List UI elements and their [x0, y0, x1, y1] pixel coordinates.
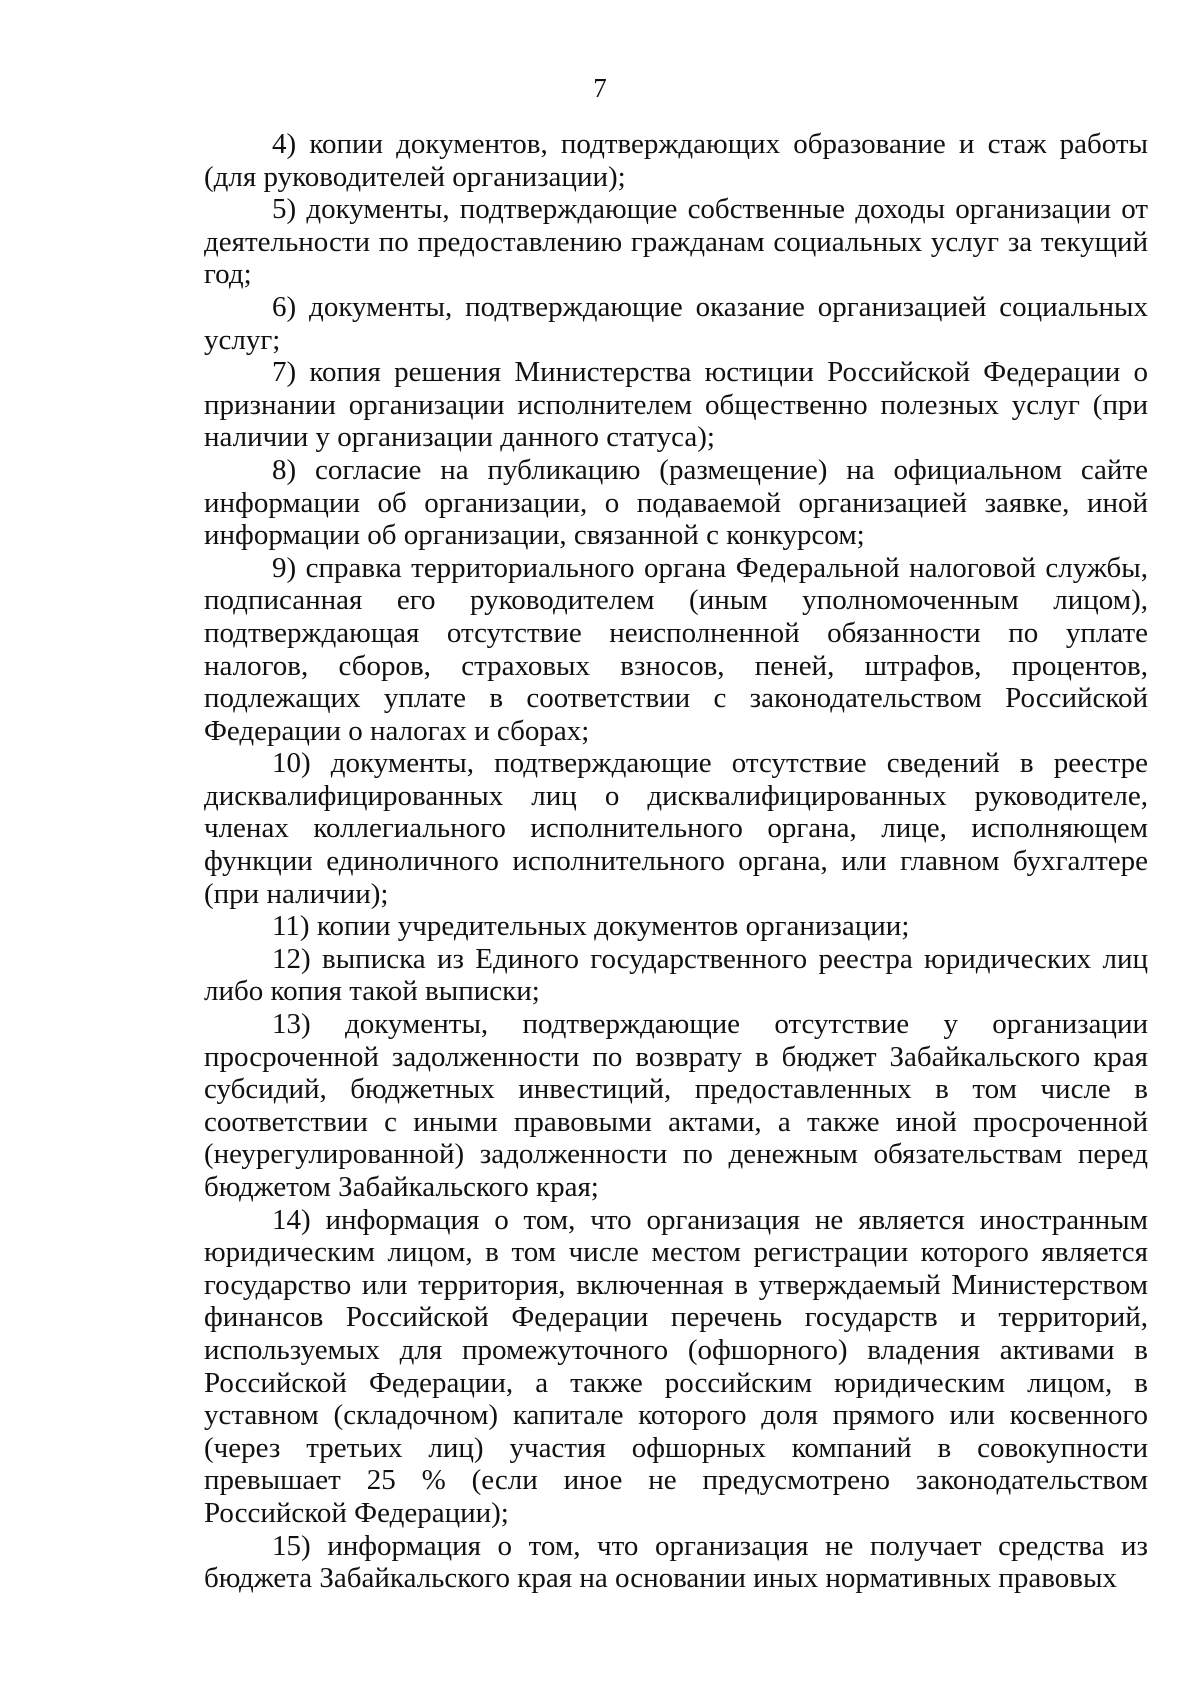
page-number: 7	[593, 73, 607, 103]
list-item-15: 15) информация о том, что организация не получает средства из бюджета Забайкальского края на основании иных нормативных правовых	[204, 1529, 1148, 1595]
list-item-8: 8) согласие на публикацию (размещение) на официальном сайте информации об организации, о подаваемой организацией заявке, иной информации об организации, связанной с конкурсом;	[204, 453, 1148, 552]
document-body	[204, 128, 1148, 1595]
list-item-6: 6) документы, подтверждающие оказание организацией социальных услуг;	[204, 290, 1148, 356]
list-item-12: 12) выписка из Единого государственного реестра юридических лиц либо копия такой выписки;	[204, 942, 1148, 1008]
list-item-14: 14) информация о том, что организация не является иностранным юридическим лицом, в том числе местом регистрации которого является государство или территория, включенная в утверждаемый Министерством финансов Российской Федерации перечень государств и территорий, используемых для промежуточного (офшорного) владения активами в Российской Федерации, а также российским юридическим лицом, в уставном (складочном) капитале которого доля прямого или косвенного (через третьих лиц) участия офшорных компаний в совокупности превышает 25 % (если иное не предусмотрено законодательством Российской Федерации);	[204, 1203, 1148, 1529]
list-item-9: 9) справка территориального органа Федеральной налоговой службы, подписанная его руководителем (иным уполномоченным лицом), подтверждающая отсутствие неисполненной обязанности по уплате налогов, сборов, страховых взносов, пеней, штрафов, процентов, подлежащих уплате в соответствии с законодательством Российской Федерации о налогах и сборах;	[204, 551, 1148, 747]
list-item-13: 13) документы, подтверждающие отсутствие у организации просроченной задолженности по возврату в бюджет Забайкальского края субсидий, бюджетных инвестиций, предоставленных в том числе в соответствии с иными правовыми актами, а также иной просроченной (неурегулированной) задолженности по денежным обязательствам перед бюджетом Забайкальского края;	[204, 1008, 1148, 1203]
list-item-4: 4) копии документов, подтверждающих образование и стаж работы (для руководителей организации);	[204, 128, 1148, 193]
list-item-5: 5) документы, подтверждающие собственные доходы организации от деятельности по предоставлению гражданам социальных услуг за текущий год;	[204, 193, 1148, 291]
list-item-10: 10) документы, подтверждающие отсутствие сведений в реестре дисквалифицированных лиц о дисквалифицированных руководителе, членах коллегиального исполнительного органа, лице, исполняющем функции единоличного исполнительного органа, или главном бухгалтере (при наличии);	[204, 747, 1148, 910]
list-item-7: 7) копия решения Министерства юстиции Российской Федерации о признании организации исполнителем общественно полезных услуг (при наличии у организации данного статуса);	[204, 356, 1148, 454]
list-item-11: 11) копии учредительных документов организации;	[272, 910, 910, 943]
